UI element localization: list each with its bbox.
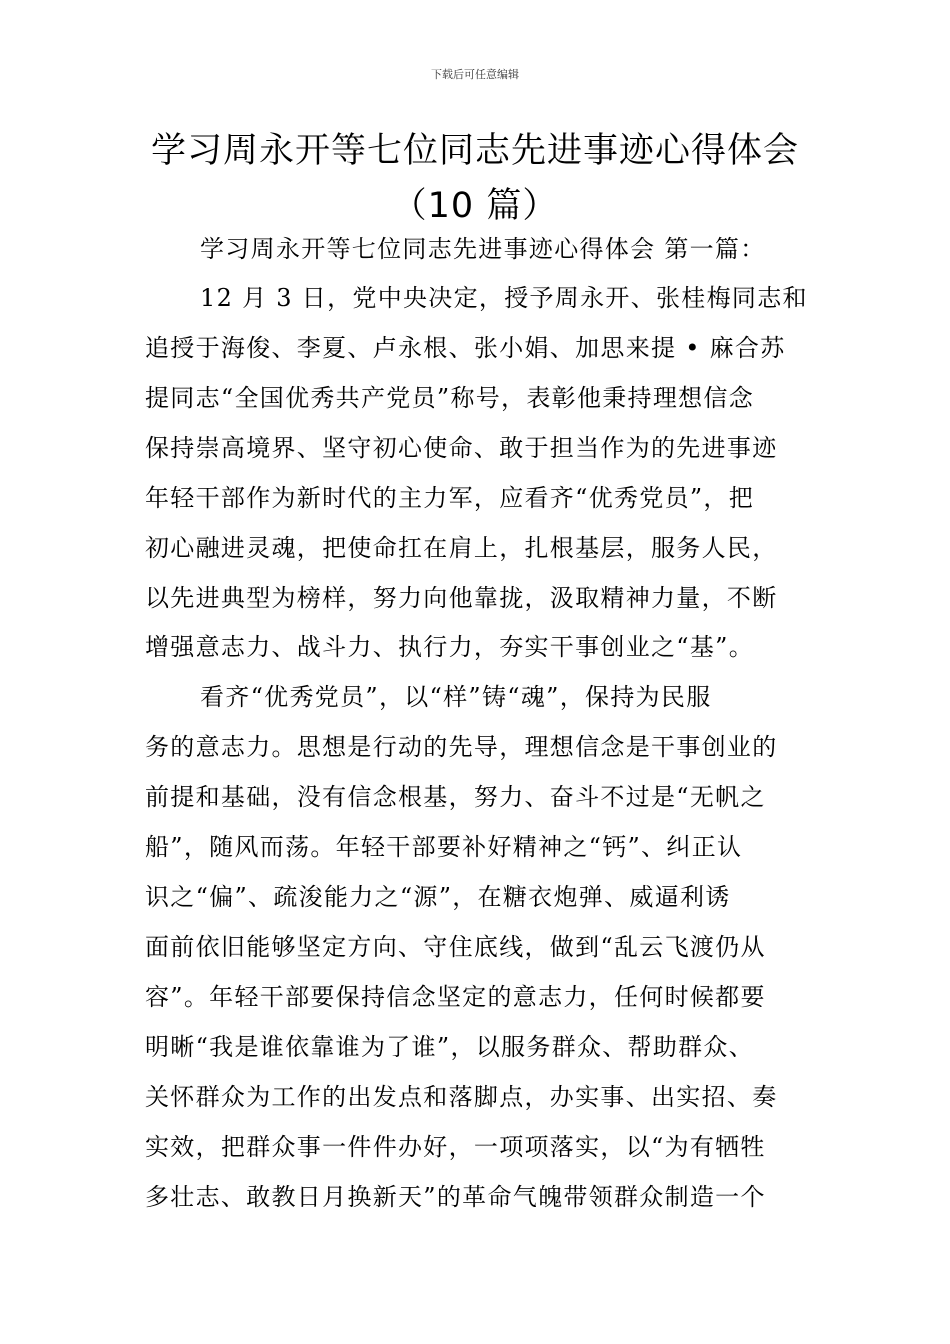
paragraph-2-line: 看齐“优秀党员”，以“样”铸“魂”，保持为民服 <box>200 683 712 711</box>
paragraph-1-line: 初心融进灵魂，把使命扛在肩上，扎根基层，服务人民， <box>145 534 778 562</box>
paragraph-1-line: 提同志“全国优秀共产党员”称号，表彰他秉持理想信念 <box>145 384 755 412</box>
title-line-1: 学习周永开等七位同志先进事迹心得体会 <box>150 131 799 171</box>
document-title <box>140 124 810 234</box>
paragraph-1-line: 12 月 3 日，党中央决定，授予周永开、张桂梅同志和 <box>200 284 808 312</box>
paragraph-1-line: 追授于海俊、李夏、卢永根、张小娟、加思来提 • 麻合苏 <box>145 334 786 362</box>
paragraph-2-line: 船”，随风而荡。年轻干部要补好精神之“钙”、纠正认 <box>145 833 743 861</box>
paragraph-2-line: 识之“偏”、疏浚能力之“源”，在糖衣炮弹、威逼利诱 <box>145 883 731 911</box>
paragraph-2-line: 多壮志、敢教日月换新天”的革命气魄带领群众制造一个 <box>145 1183 766 1211</box>
paragraph-2-line: 前提和基础，没有信念根基，努力、奋斗不过是“无帆之 <box>145 783 766 811</box>
paragraph-1-line: 年轻干部作为新时代的主力军，应看齐“优秀党员”，把 <box>145 484 755 512</box>
section-subtitle: 学习周永开等七位同志先进事迹心得体会 第一篇： <box>200 235 766 263</box>
title-line-2: （10 篇） <box>391 186 559 226</box>
paragraph-2-line: 容”。年轻干部要保持信念坚定的意志力，任何时候都要 <box>145 983 766 1011</box>
paragraph-2-line: 实效，把群众事一件件办好，一项项落实，以“为有牺牲 <box>145 1133 766 1161</box>
page-header-note: 下载后可任意编辑 <box>431 68 519 81</box>
paragraph-2-line: 面前依旧能够坚定方向、守住底线，做到“乱云飞渡仍从 <box>145 933 766 961</box>
paragraph-1-line: 保持崇高境界、坚守初心使命、敢于担当作为的先进事迹 <box>145 434 778 462</box>
paragraph-1-line: 以先进典型为榜样，努力向他靠拢，汲取精神力量，不断 <box>145 584 778 612</box>
paragraph-2-line: 务的意志力。思想是行动的先导，理想信念是干事创业的 <box>145 733 778 761</box>
paragraph-2-line: 明晰“我是谁依靠谁为了谁”，以服务群众、帮助群众、 <box>145 1033 755 1061</box>
paragraph-2-line: 关怀群众为工作的出发点和落脚点，办实事、出实招、奏 <box>145 1083 778 1111</box>
paragraph-1-line: 增强意志力、战斗力、执行力，夯实干事创业之“基”。 <box>145 633 755 661</box>
